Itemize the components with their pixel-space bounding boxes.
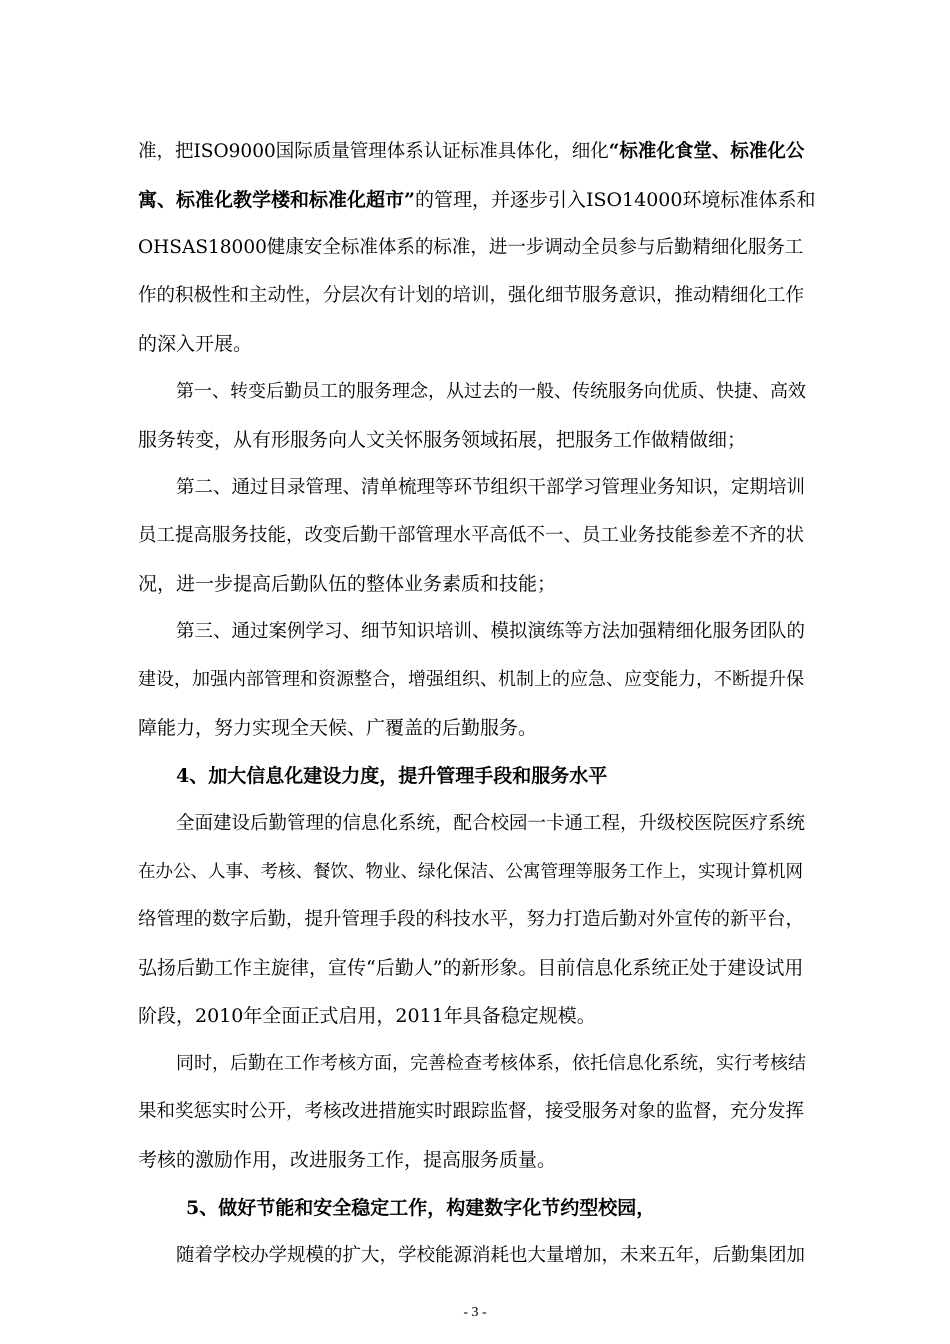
text-line: 的深入开展。 xyxy=(138,333,253,355)
text-line: 况，进一步提高后勤队伍的整体业务素质和技能； xyxy=(138,573,557,595)
paragraph-first-line: 第三、通过案例学习、细节知识培训、模拟演练等方法加强精细化服务团队的 xyxy=(176,621,806,642)
text-line: 服务转变，从有形服务向人文关怀服务领域拓展，把服务工作做精做细； xyxy=(138,429,747,451)
paragraph-first-line: 同时，后勤在工作考核方面，完善检查考核体系，依托信息化系统，实行考核结 xyxy=(176,1053,806,1074)
text-line: 员工提高服务技能，改变后勤干部管理水平高低不一、员工业务技能参差不齐的状 xyxy=(138,525,805,546)
paragraph-first-line: 第一、转变后勤员工的服务理念，从过去的一般、传统服务向优质、快捷、高效 xyxy=(176,381,806,402)
paragraph-first-line: 全面建设后勤管理的信息化系统，配合校园一卡通工程，升级校医院医疗系统 xyxy=(176,813,806,834)
paragraph-first-line: 第二、通过目录管理、清单梳理等环节组织干部学习管理业务知识，定期培训 xyxy=(176,477,806,498)
text-line: 建设，加强内部管理和资源整合，增强组织、机制上的应急、应变能力，不断提升保 xyxy=(138,669,804,690)
text-line: 在办公、人事、考核、餐饮、物业、绿化保洁、公寓管理等服务工作上，实现计算机网 xyxy=(138,862,803,882)
page-number: - 3 - xyxy=(463,1305,487,1320)
section-heading: 4、加大信息化建设力度，提升管理手段和服务水平 xyxy=(176,765,608,787)
paragraph-first-line: 随着学校办学规模的扩大，学校能源消耗也大量增加，未来五年，后勤集团加 xyxy=(176,1245,806,1266)
text-bold: 寓、标准化教学楼和标准化超市” xyxy=(138,189,415,211)
text-regular: 的管理，并逐步引入ISO14000环境标准体系和 xyxy=(414,189,816,211)
text-line: 果和奖惩实时公开，考核改进措施实时跟踪监督，接受服务对象的监督，充分发挥 xyxy=(138,1101,805,1122)
text-regular: 准，把ISO9000国际质量管理体系认证标准具体化，细化 xyxy=(138,141,609,162)
text-line: 阶段，2010年全面正式启用，2011年具备稳定规模。 xyxy=(138,1005,596,1027)
text-line xyxy=(0,188,950,212)
section-heading: 5、做好节能和安全稳定工作，构建数字化节约型校园， xyxy=(186,1197,656,1219)
text-line xyxy=(0,140,950,164)
text-line: 考核的激励作用，改进服务工作，提高服务质量。 xyxy=(138,1149,557,1171)
text-line: OHSAS18000健康安全标准体系的标准，进一步调动全员参与后勤精细化服务工 xyxy=(138,237,804,258)
text-line: 弘扬后勤工作主旋律，宣传“后勤人”的新形象。目前信息化系统正处于建设试用 xyxy=(138,957,804,979)
text-line: 络管理的数字后勤，提升管理手段的科技水平，努力打造后勤对外宣传的新平台， xyxy=(138,909,805,930)
text-line: 作的积极性和主动性，分层次有计划的培训，强化细节服务意识，推动精细化工作 xyxy=(138,285,805,306)
text-line: 障能力，努力实现全天候、广覆盖的后勤服务。 xyxy=(138,717,538,739)
text-bold: “标准化食堂、标准化公 xyxy=(608,141,805,162)
